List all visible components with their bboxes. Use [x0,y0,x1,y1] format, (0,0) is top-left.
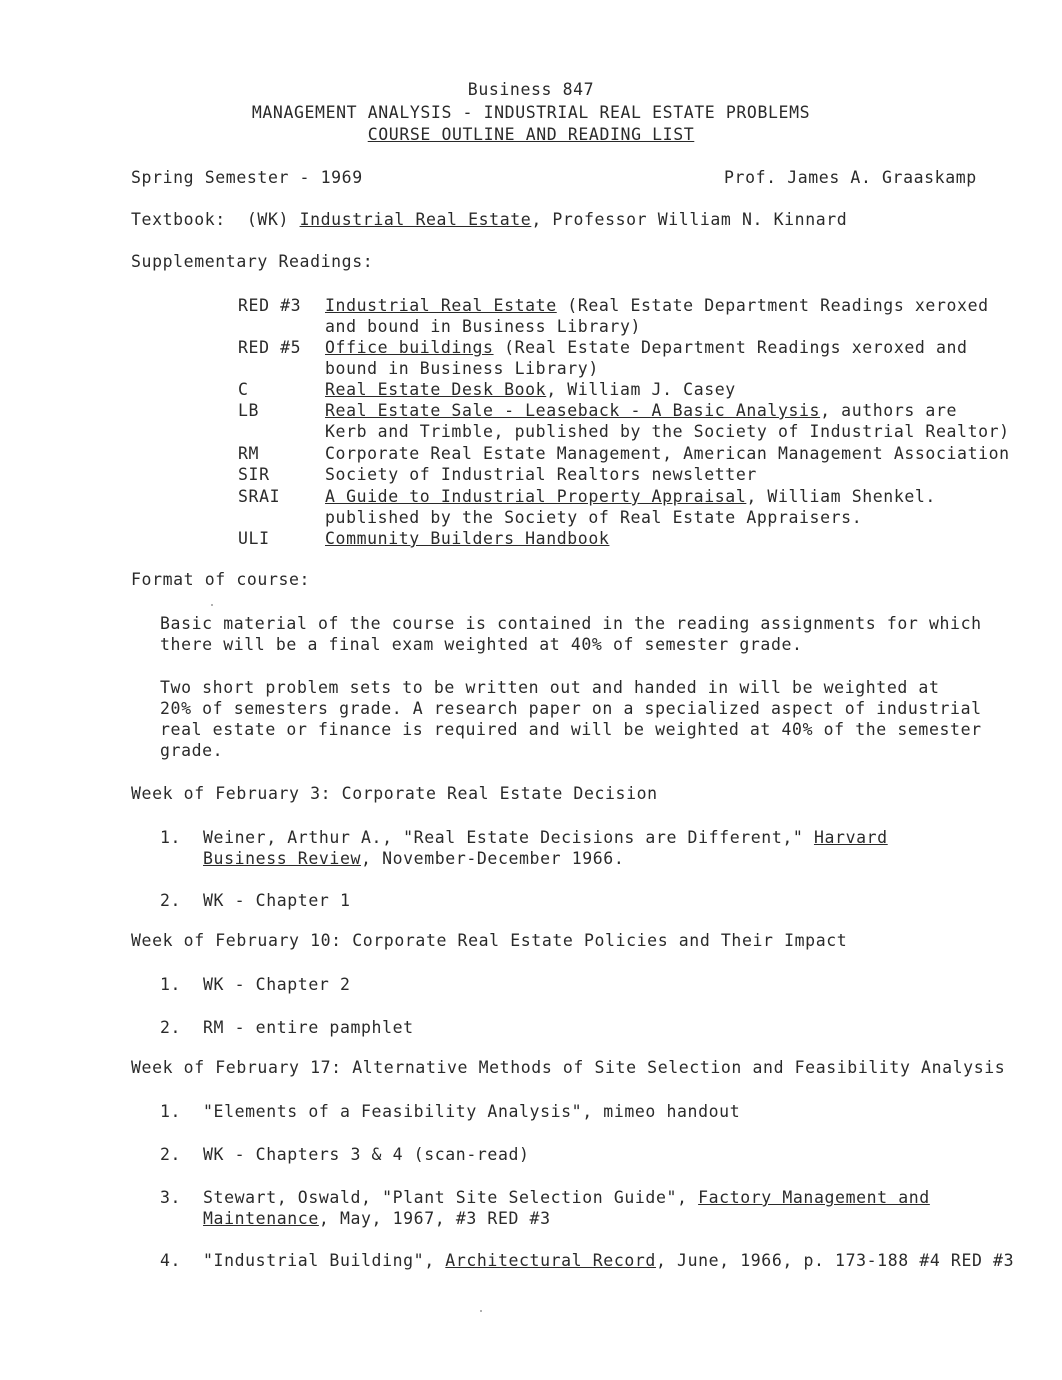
reading-detail: Corporate Real Estate Management, American Management Association [325,444,1010,463]
textbook-label: Textbook: [131,210,226,229]
reading-entry [325,528,1035,549]
format-p2-line: Two short problem sets to be written out and handed in will be weighted at [160,678,940,697]
supplementary-label: Supplementary Readings: [131,252,374,271]
format-p2-line: real estate or finance is required and will be weighted at 40% of the semester [160,720,982,739]
reading-detail-line2: bound in Business Library) [325,359,599,378]
assignment-item [203,1017,414,1038]
assignment-text: WK - Chapter 1 [203,891,351,910]
reading-detail: (Real Estate Department Readings xeroxed [556,296,989,315]
reading-entry [325,464,1035,485]
format-paragraph-1 [160,613,1030,655]
assignment-source: Factory Management and [698,1188,930,1207]
reading-code: C [238,380,249,399]
assignment-citation: , May, 1967, #3 RED #3 [318,1209,551,1228]
reading-detail: Society of Industrial Realtors newsletter [325,465,757,484]
reading-code: RED #5 [238,338,302,357]
assignment-text: Stewart, Oswald, "Plant Site Selection Guide", [203,1188,699,1207]
reading-detail: , authors are [820,401,958,420]
format-paragraph-2 [160,677,1030,761]
course-subtitle-text: COURSE OUTLINE AND READING LIST [367,125,695,144]
assignment-number: 2. [160,1018,182,1037]
format-label: Format of course: [131,570,311,589]
assignment-citation: , June, 1966, p. 173-188 #4 RED #3 [655,1251,1015,1270]
format-p1-line: there will be a final exam weighted at 40% of semester grade. [160,635,803,654]
assignment-number: 3. [160,1188,182,1207]
reading-detail-line2: published by the Society of Real Estate Appraisers. [325,508,863,527]
format-p2-line: grade. [160,741,224,760]
assignment-item [203,827,888,869]
assignment-number: 1. [160,1102,182,1121]
assignment-citation: , November-December 1966. [361,849,625,868]
course-title: MANAGEMENT ANALYSIS - INDUSTRIAL REAL ESTATE PROBLEMS [251,103,811,122]
textbook-author: , Professor William N. Kinnard [531,210,848,229]
reading-title: Community Builders Handbook [325,529,610,548]
assignment-text: "Elements of a Feasibility Analysis", mimeo handout [203,1102,741,1121]
course-subtitle [0,125,1062,145]
assignment-item [203,1250,1014,1271]
reading-detail: , William Shenkel. [746,487,936,506]
assignment-text: "Industrial Building", [203,1251,446,1270]
reading-code: ULI [238,529,270,548]
assignment-text: WK - Chapter 2 [203,975,351,994]
assignment-source: Harvard [813,828,888,847]
semester: Spring Semester - 1969 [131,168,363,187]
assignment-item [203,1101,740,1122]
course-number: Business 847 [467,80,595,99]
reading-code: SIR [238,465,270,484]
reading-title: Office buildings [325,338,494,357]
textbook-code: (WK) [246,210,290,229]
assignment-item [203,1187,930,1229]
reading-title: A Guide to Industrial Property Appraisal [325,487,747,506]
assignment-item [203,890,350,911]
assignment-number: 1. [160,975,182,994]
reading-title: Real Estate Sale - Leaseback - A Basic Analysis [325,401,821,420]
assignment-number: 2. [160,1145,182,1164]
reading-code: LB [238,401,260,420]
assignment-item [203,1144,530,1165]
reading-entry [325,295,1035,337]
textbook-title: Industrial Real Estate [299,210,532,229]
format-p2-line: 20% of semesters grade. A research paper on a specialized aspect of industrial [160,699,982,718]
scan-speck [211,604,213,606]
reading-code: RM [238,444,260,463]
week-heading: Week of February 10: Corporate Real Estate Policies and Their Impact [131,931,848,950]
reading-entry [325,443,1035,464]
assignment-source: Architectural Record [445,1251,656,1270]
assignment-text: RM - entire pamphlet [203,1018,414,1037]
reading-entry [325,379,1035,400]
assignment-item [203,974,350,995]
assignment-number: 4. [160,1251,182,1270]
reading-title: Industrial Real Estate [325,296,557,315]
textbook-line [131,210,847,230]
reading-detail: (Real Estate Department Readings xeroxed and [493,338,968,357]
reading-entry [325,400,1035,442]
reading-detail-line2: Kerb and Trimble, published by the Society of Industrial Realtor) [325,422,1010,441]
reading-code: SRAI [238,487,281,506]
format-p1-line: Basic material of the course is contained in the reading assignments for which [160,614,982,633]
reading-entry [325,337,1035,379]
assignment-source: Business Review [203,849,362,868]
reading-code: RED #3 [238,296,302,315]
assignment-source: Maintenance [203,1209,319,1228]
reading-entry [325,486,1035,528]
assignment-number: 1. [160,828,182,847]
reading-detail-line2: and bound in Business Library) [325,317,642,336]
reading-detail: , William J. Casey [546,380,736,399]
assignment-text: Weiner, Arthur A., "Real Estate Decisions are Different," [203,828,814,847]
scan-speck [480,1310,482,1312]
assignment-text: WK - Chapters 3 & 4 (scan-read) [203,1145,530,1164]
week-heading: Week of February 17: Alternative Methods of Site Selection and Feasibility Analysis [131,1058,1006,1077]
professor: Prof. James A. Graaskamp [724,168,977,187]
assignment-number: 2. [160,891,182,910]
week-heading: Week of February 3: Corporate Real Estate Decision [131,784,658,803]
reading-title: Real Estate Desk Book [325,380,547,399]
